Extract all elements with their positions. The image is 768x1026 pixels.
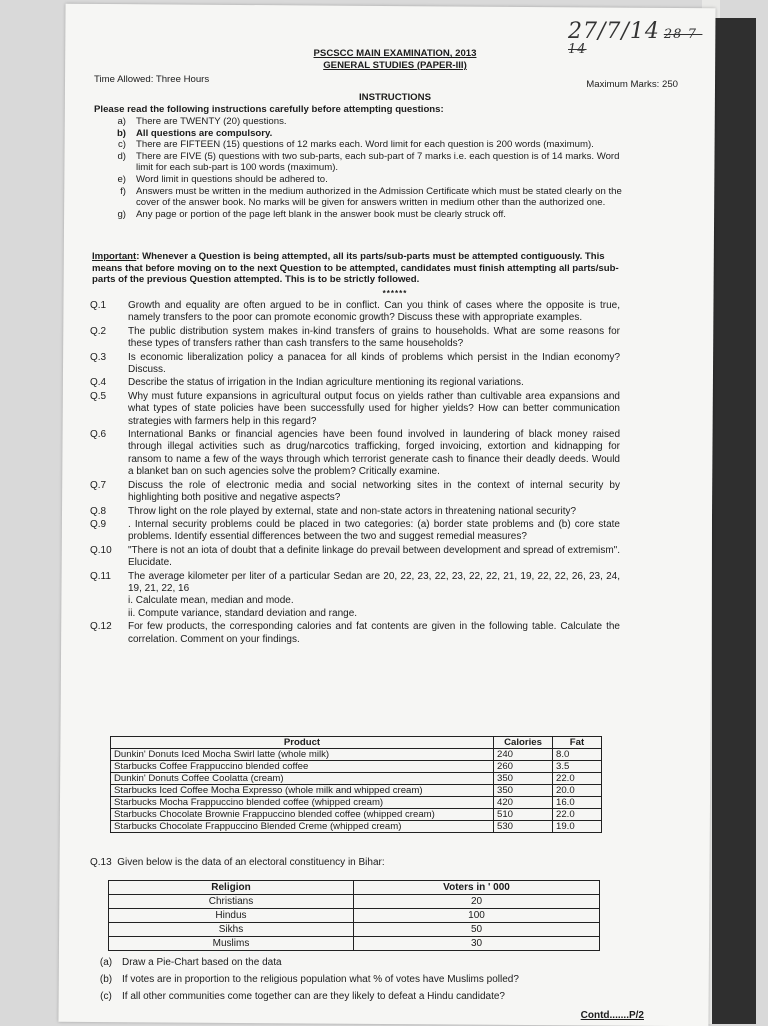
- important-label: Important: [92, 251, 137, 262]
- question-text: Growth and equality are often argued to be in conflict. Can you think of cases where the opposite is true, namely transfers to the poor can promote economic growth? Discuss these with appropriate examples.: [128, 300, 620, 324]
- question-text: "There is not an iota of doubt that a definite linkage do prevail between development and spread of extremism". Elucidate.: [128, 544, 620, 569]
- question-number: Q.2: [90, 325, 107, 337]
- table-row: [109, 895, 600, 909]
- question-text: Why must future expansions in agricultural output focus on yields rather than cultivable area expansions and what types of state policies have been successfully used for higher yields? How can better communication strategies with farmers help in this regard?: [128, 390, 620, 427]
- question-item: [90, 545, 620, 570]
- question-item: [90, 506, 620, 518]
- table-cell: Hindus: [109, 909, 354, 923]
- question-item: [90, 300, 620, 325]
- table-cell: 16.0: [553, 797, 602, 809]
- subpart-letter: (b): [99, 974, 113, 985]
- column-header: Fat: [553, 737, 602, 749]
- table-cell: 22.0: [553, 809, 602, 821]
- question-13-parts: [90, 954, 620, 1005]
- question-item: [90, 326, 620, 351]
- calories-fat-table: [110, 736, 602, 833]
- table-cell: 350: [494, 785, 553, 797]
- exam-subtitle: [86, 60, 704, 72]
- table-row: [111, 749, 602, 761]
- table-cell: Starbucks Mocha Frappuccino blended coffee (whipped cream): [111, 797, 494, 809]
- instruction-letter: a): [117, 116, 126, 127]
- instruction-letter: c): [118, 139, 126, 151]
- instruction-text: There are FIFTEEN (15) questions of 12 marks each. Word limit for each question is 200 words (maximum).: [136, 139, 594, 151]
- question-item: [90, 391, 620, 428]
- question-number: Q.10: [90, 544, 112, 556]
- continued-text: Contd.......P/2: [580, 1010, 644, 1021]
- question-item: [90, 621, 620, 646]
- important-note: [92, 251, 622, 286]
- exam-page: [86, 8, 704, 1020]
- table-cell: 3.5: [553, 761, 602, 773]
- instruction-item: [94, 116, 634, 128]
- question-text: Throw light on the role played by external, state and non-state actors in threatening national security?: [128, 505, 577, 517]
- subpart-text: If all other communities come together can are they likely to defeat a Hindu candidate?: [122, 991, 505, 1002]
- instruction-letter: d): [117, 150, 126, 162]
- exam-title: [86, 48, 704, 60]
- exam-title-text: PSCSCC MAIN EXAMINATION, 2013: [313, 48, 477, 59]
- maximum-marks: Maximum Marks: 250: [586, 79, 678, 90]
- instruction-text: Answers must be written in the medium authorized in the Admission Certificate which must be stated clearly on the cover of the answer book. No marks will be given for answers written in medium other than the authorized one.: [136, 185, 622, 209]
- table-cell: 22.0: [553, 773, 602, 785]
- question-text: Given below is the data of an electoral constituency in Bihar:: [117, 857, 385, 868]
- questions-list: [90, 300, 620, 647]
- question-number: Q.8: [90, 505, 107, 517]
- table-cell: 100: [354, 909, 600, 923]
- table-row: [111, 773, 602, 785]
- question-text: Discuss the role of electronic media and social networking sites in the context of internal security by highlighting both positive and negative aspects?: [128, 479, 620, 504]
- subpart-letter: (a): [99, 957, 113, 968]
- question-item: [90, 480, 620, 505]
- column-header: Calories: [494, 737, 553, 749]
- question-number: Q.13: [90, 857, 112, 868]
- instruction-letter: g): [117, 208, 126, 220]
- subpart-item: [90, 954, 620, 971]
- scanner-background: [712, 18, 756, 1024]
- table-cell: 350: [494, 773, 553, 785]
- question-item: [90, 571, 620, 621]
- handwritten-date-text: 27/7/14: [568, 19, 660, 44]
- table-cell: 420: [494, 797, 553, 809]
- instruction-letter: f): [120, 185, 126, 197]
- table-cell: 50: [354, 923, 600, 937]
- table-cell: Sikhs: [109, 923, 354, 937]
- table-row: [111, 821, 602, 833]
- table-header-row: [109, 881, 600, 895]
- instruction-text: There are FIVE (5) questions with two sub-parts, each sub-part of 7 marks i.e. each question is of 14 marks. Word limit for each sub-part is 100 words (maximum).: [136, 150, 620, 174]
- question-text: International Banks or financial agencies have been found involved in laundering of black money raised through illegal activities such as drug/narcotics trafficking, forged invoicing, extortion and kidnapping for ransom to name a few of the ways through which terrorist generate cash to finance their deadly deeds. Would a blanket ban on such agencies solve the problem? Critically examine.: [128, 429, 620, 478]
- instruction-text: All questions are compulsory.: [136, 127, 273, 139]
- subpart-item: [90, 971, 620, 988]
- question-13: [90, 857, 385, 869]
- question-item: [90, 519, 620, 544]
- question-text: Describe the status of irrigation in the Indian agriculture mentioning its regional variations.: [128, 377, 524, 389]
- important-text: : Whenever a Question is being attempted, all its parts/sub-parts must be attempted contiguously. This means that before moving on to the next Question to be attempted, candidates must finish attempting all parts/sub-parts of the previous Question attempted. This is to be strictly followed.: [92, 251, 619, 286]
- table-cell: 8.0: [553, 749, 602, 761]
- instruction-item: [94, 128, 634, 140]
- question-text-group: [128, 571, 620, 621]
- please-read-line: Please read the following instructions carefully before attempting questions:: [94, 104, 444, 115]
- question-number: Q.4: [90, 377, 107, 389]
- instruction-item: [94, 209, 634, 221]
- table-cell: 530: [494, 821, 553, 833]
- instruction-text: There are TWENTY (20) questions.: [136, 116, 287, 127]
- question-number: Q.6: [90, 429, 107, 441]
- question-number: Q.12: [90, 621, 112, 633]
- question-number: Q.9: [90, 518, 107, 530]
- question-item: [90, 352, 620, 377]
- table-cell: Christians: [109, 895, 354, 909]
- continued-note: [581, 1010, 644, 1022]
- question-text: The public distribution system makes in-kind transfers of grains to households. What are some reasons for these types of transfers rather than cash transfers to the same households?: [128, 325, 620, 350]
- table-cell: 510: [494, 809, 553, 821]
- instruction-item: [94, 151, 634, 174]
- table-cell: Dunkin' Donuts Coffee Coolatta (cream): [111, 773, 494, 785]
- table-row: [109, 937, 600, 951]
- question-number: Q.1: [90, 300, 107, 311]
- subpart-text: Draw a Pie-Chart based on the data: [122, 957, 282, 968]
- separator-stars: ******: [382, 289, 408, 298]
- question-number: Q.3: [90, 351, 107, 363]
- table-cell: Starbucks Chocolate Frappuccino Blended Creme (whipped cream): [111, 821, 494, 833]
- question-text: For few products, the corresponding calories and fat contents are given in the following table. Calculate the correlation. Comment on your findings.: [128, 621, 620, 645]
- question-text: The average kilometer per liter of a particular Sedan are 20, 22, 23, 22, 23, 22, 22, 21, 19, 22, 22, 26, 23, 24, 19, 21, 22, 16: [128, 570, 620, 594]
- table-cell: Starbucks Coffee Frappuccino blended coffee: [111, 761, 494, 773]
- question-text: . Internal security problems could be placed in two categories: (a) border state problems and (b) core state problems. Identify essential differences between the two and suggest remedial measures?: [128, 518, 620, 543]
- instruction-letter: e): [117, 173, 126, 185]
- instruction-item: [94, 186, 634, 209]
- table-cell: 240: [494, 749, 553, 761]
- instruction-text: Any page or portion of the page left blank in the answer book must be clearly struck off.: [136, 208, 506, 220]
- table-row: [111, 809, 602, 821]
- question-subpart: ii. Compute variance, standard deviation and range.: [128, 607, 358, 619]
- table-cell: 260: [494, 761, 553, 773]
- instruction-item: [94, 174, 634, 186]
- question-item: [90, 377, 620, 389]
- table-row: [111, 761, 602, 773]
- instruction-item: [94, 139, 634, 151]
- table-cell: Starbucks Iced Coffee Mocha Expresso (whole milk and whipped cream): [111, 785, 494, 797]
- table-cell: Muslims: [109, 937, 354, 951]
- instructions-heading: INSTRUCTIONS: [359, 92, 431, 103]
- exam-subtitle-text: GENERAL STUDIES (PAPER-III): [323, 60, 467, 71]
- struck-date-text: 28-7-14: [568, 27, 703, 57]
- table-row: [111, 785, 602, 797]
- religion-voters-table: [108, 880, 600, 951]
- table-cell: 30: [354, 937, 600, 951]
- question-subpart: i. Calculate mean, median and mode.: [128, 595, 294, 607]
- table-cell: 20: [354, 895, 600, 909]
- table-cell: Dunkin' Donuts Iced Mocha Swirl latte (whole milk): [111, 749, 494, 761]
- table-header-row: [111, 737, 602, 749]
- table-row: [111, 797, 602, 809]
- column-header: Product: [111, 737, 494, 749]
- time-allowed: Time Allowed: Three Hours: [94, 74, 210, 85]
- question-text: Is economic liberalization policy a panacea for all kinds of problems which persist in the Indian economy? Discuss.: [128, 351, 620, 376]
- column-header: Religion: [109, 881, 354, 895]
- question-item: [90, 429, 620, 479]
- table-cell: 19.0: [553, 821, 602, 833]
- table-cell: 20.0: [553, 785, 602, 797]
- question-number: Q.11: [90, 570, 111, 582]
- question-number: Q.7: [90, 479, 107, 491]
- question-number: Q.5: [90, 390, 107, 402]
- table-cell: Starbucks Chocolate Brownie Frappuccino blended coffee (whipped cream): [111, 809, 494, 821]
- subpart-letter: (c): [100, 991, 112, 1002]
- column-header: Voters in ' 000: [354, 881, 600, 895]
- subpart-item: [90, 988, 620, 1005]
- table-row: [109, 909, 600, 923]
- table-row: [109, 923, 600, 937]
- instruction-letter: b): [116, 127, 126, 139]
- instruction-text: Word limit in questions should be adhered to.: [136, 173, 328, 185]
- subpart-text: If votes are in proportion to the religious population what % of votes have Muslims polled?: [122, 974, 519, 985]
- instructions-list: [94, 116, 634, 220]
